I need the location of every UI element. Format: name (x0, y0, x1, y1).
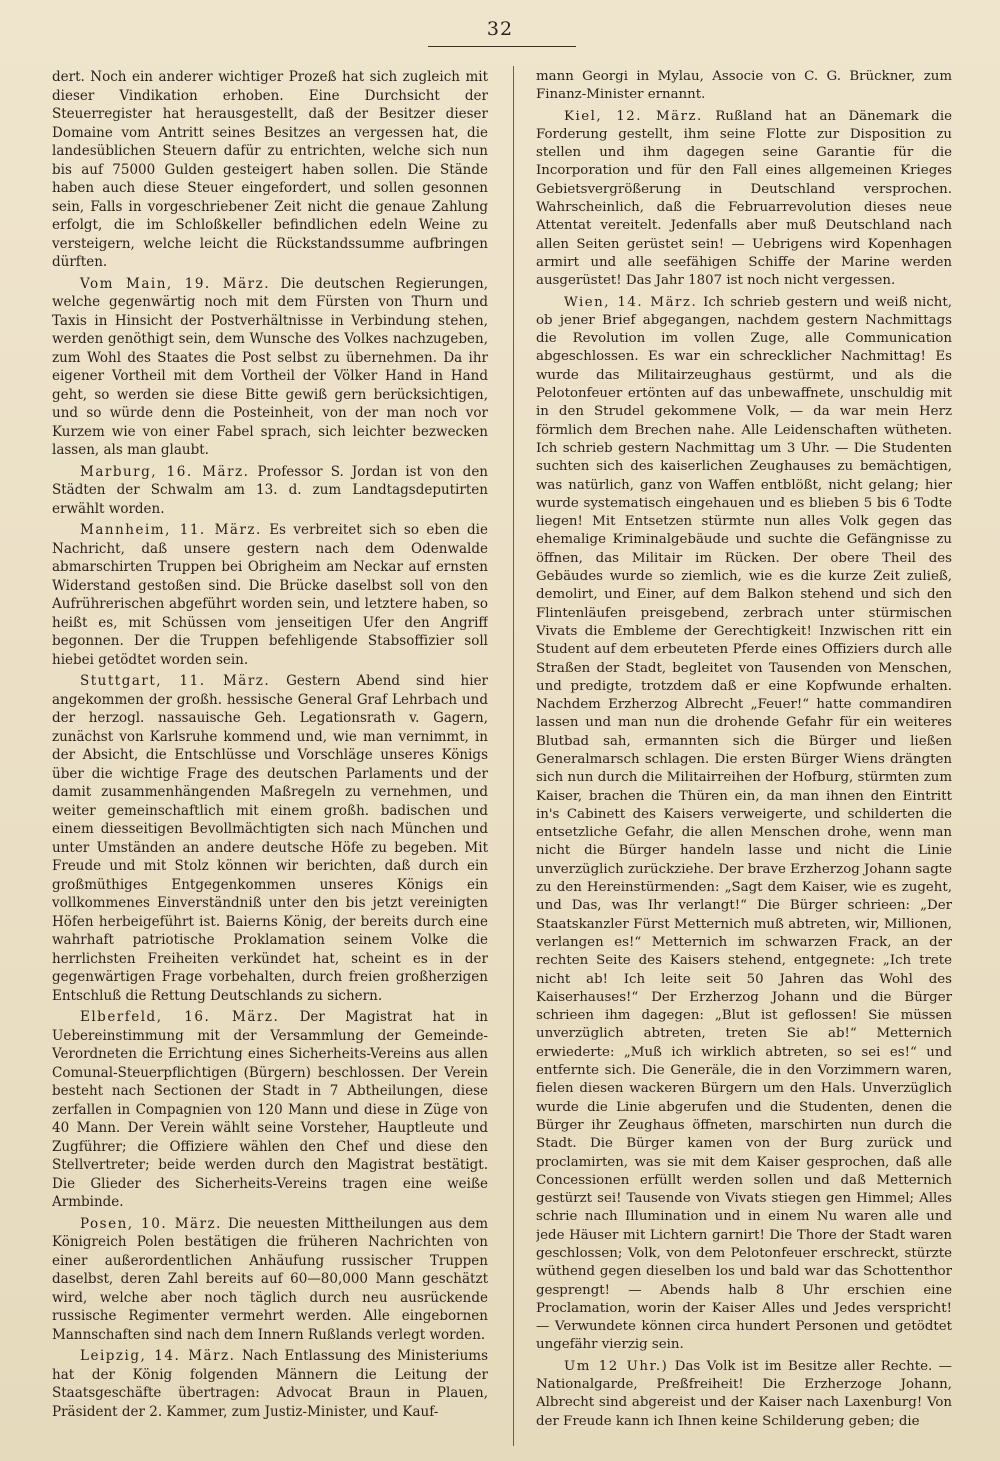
article-text: Der Magistrat hat in Uebereinstimmung mit der Versammlung der Gemeinde-Verordneten die Errichtung eines Sicherheits-Vereins aus allen Comunal-Steuerpflichtigen (Bürgern) beschlossen. Der Verein besteht nach Sectionen der Stadt in 7 Abtheilungen, diese zerfallen in Compagnien von 120 Mann und diese in Züge von 40 Mann. Der Verein wählt seine Vorsteher, Hauptleute und Zugführer; die Offiziere wählen den Chef und diese den Stellvertreter; beide werden durch den Magistrat bestätigt. Die Glieder des Sicherheits-Vereins tragen eine weiße Armbinde. (52, 1009, 488, 1210)
article-dateline: Wien, 14. März. (564, 294, 698, 310)
article-paragraph (52, 68, 488, 272)
article-paragraph (52, 1008, 488, 1212)
left-column (52, 68, 488, 1454)
article-dateline: Elberfeld, 16. März. (80, 1009, 280, 1025)
right-column (536, 68, 952, 1454)
article-paragraph (52, 1215, 488, 1345)
article-dateline: Kiel, 12. März. (564, 108, 703, 124)
article-dateline: Um 12 Uhr.) (564, 1358, 669, 1374)
article-text: Professor S. Jordan ist von den Städten der Schwalm am 13. d. zum Landtagsdeputirten erwählt worden. (52, 463, 488, 517)
article-text: Das Volk ist im Besitze aller Rechte. — Nationalgarde, Preßfreiheit! Die Erzherzoge Johann, Albrecht sind abgereist und der Kaiser nach Laxenburg! Von der Freude kann ich Ihnen keine Schilderung geben; die (536, 1358, 952, 1429)
article-paragraph (536, 108, 952, 291)
article-dateline: Leipzig, 14. März. (80, 1348, 236, 1364)
article-text: dert. Noch ein anderer wichtiger Prozeß hat sich zugleich mit dieser Vindikation erhoben. Eine Durchsicht der Steuerregister hat herausgestellt, daß der Besitzer dieser Domaine vom Antritt seines Besitzes an vergessen hat, die landesüblichen Steuern dafür zu entrichten, welche sich nun bis auf 75000 Gulden gesteigert haben sollen. Die Stände haben auch diese Steuer eingefordert, und sollen gesonnen sein, Falls in vorgeschriebener Zeit nicht die genaue Zahlung erfolgt, die im Schloßkeller befindlichen edeln Weine zu versteigern, welche leicht die Rückstandssumme aufbringen dürften. (52, 69, 488, 270)
article-text: Rußland hat an Dänemark die Forderung gestellt, ihm seine Flotte zur Disposition zu stellen und ihm dagegen seine Garantie für die Incorporation und für den Fall eines allgemeinen Krieges Gebietsvergrößerung in Deutschland versprochen. Wahrscheinlich, daß die Februarrevolution dieses neue Attentat vereitelt. Jedenfalls aber muß Deutschland nach allen Seiten gerüstet sein! — Uebrigens wird Kopenhagen armirt und alle seefähigen Schiffe der Marine werden ausgerüstet! Das Jahr 1807 ist noch nicht vergessen. (536, 108, 952, 289)
article-text: mann Georgi in Mylau, Associe von C. G. Brückner, zum Finanz-Minister ernannt. (536, 69, 952, 103)
article-text: Die neuesten Mittheilungen aus dem Königreich Polen bestätigen die früheren Nachrichten von einer außerordentlichen Anhäufung russischer Truppen daselbst, deren Zahl bereits auf 60—80,000 Mann geschätzt wird, welche aber noch täglich durch neu ausrückende russische Regimenter vermehrt werden. Alle eingebornen Mannschaften sind nach dem Innern Rußlands verlegt worden. (52, 1215, 488, 1343)
article-dateline: Stuttgart, 11. März. (80, 673, 271, 689)
article-paragraph (52, 672, 488, 1005)
article-paragraph (52, 463, 488, 519)
article-dateline: Marburg, 16. März. (80, 463, 250, 480)
article-paragraph (536, 1358, 952, 1431)
article-dateline: Posen, 10. März. (80, 1215, 222, 1232)
article-dateline: Vom Main, 19. März. (80, 275, 270, 292)
article-text: Es verbreitet sich so eben die Nachricht, daß unsere gestern nach dem Odenwalde abmarschirten Truppen bei Obrigheim am Neckar auf ernsten Widerstand gestoßen sind. Die Brücke daselbst soll von den Aufrührerischen abgeführt worden sein, und letztere haben, so heißt es, mit Schüssen vom jenseitigen Ufer den Angriff begonnen. Der die Truppen befehligende Stabsoffizier soll hiebei getödtet worden sein. (52, 522, 488, 668)
article-text: Gestern Abend sind hier angekommen der großh. hessische General Graf Lehrbach und der herzogl. nassauische Geh. Legationsrath v. Gagern, zunächst von Karlsruhe kommend und, wie man vernimmt, in der Absicht, die Entschlüsse und Vorschläge unseres Königs über die wichtige Frage des deutschen Parlaments und der damit zusammenhängenden Maßregeln zu vernehmen, und weiter gemeinschaftlich mit einem großh. badischen und einem diesseitigen Bevollmächtigten sich nach München und unter Umständen an andere deutsche Höfe zu begeben. Mit Freude und mit Stolz können wir berichten, daß durch ein großmüthiges Entgegenkommen unseres Königs ein vollkommenes Einverständniß unter den bis jetzt vereinigten Höfen herbeigeführt ist. Baierns König, der bereits durch eine wahrhaft patriotische Proklamation seinem Volke die herrlichsten Freiheiten verkündet hat, scheint es in der gegenwärtigen Frage vorbehalten, durch freien großherzigen Entschluß die Rettung Deutschlands zu sichern. (52, 673, 488, 1004)
article-dateline: Mannheim, 11. März. (80, 522, 262, 538)
article-paragraph (52, 521, 488, 669)
article-text: Ich schrieb gestern und weiß nicht, ob jener Brief abgegangen, nachdem gestern Nachmittags die Revolution im vollen Zuge, alle Communication abgeschlossen. Es war ein schrecklicher Nachmittag! Es wurde das Militairzeughaus gestürmt, und als die Pelotonfeuer ertönten auf das unbewaffnete, unschuldig mit in den Strudel gekommene Volk, — da war mein Herz förmlich dem Brechen nahe. Alle Leidenschaften wütheten. Ich schrieb gestern Nachmittag um 3 Uhr. — Die Studenten suchten sich des kaiserlichen Zeughauses zu bemächtigen, was natürlich, ganz von Waffen entblößt, nicht gelang; hier wurde systematisch eingehauen und es blieben 5 bis 6 Todte liegen! Mit Entsetzen stürmte nun alles Volk gegen das ehemalige Kriminalgebäude und suchte die Gefängnisse zu öffnen, das Militair im Rücken. Der obere Theil des Gebäudes wurde so ziemlich, wie es die kurze Zeit zuließ, demolirt, und Einer, auf dem Balkon stehend und sich den Flintenläufen preisgebend, zerbrach unter stürmischen Vivats die Embleme der Gerechtigkeit! Inzwischen ritt ein Student auf dem erbeuteten Pferde eines Offiziers durch alle Straßen der Stadt, begleitet von Tausenden von Menschen, und predigte, trotzdem daß er eine Kopfwunde erhalten. Nachdem Erzherzog Albrecht „Feuer!“ hatte commandiren lassen und man nun die drohende Gefahr für ein weiteres Blutbad sah, ermannten sich die Bürger und ließen Generalmarsch schlagen. Die ersten Bürger Wiens drängten sich nun durch die Militairreihen der Hofburg, stürmten zum Kaiser, brachen die Thüren ein, da man ihnen den Eintritt in's Cabinett des Kaisers verweigerte, und schilderten die entsetzliche Gefahr, die allen Menschen drohe, wenn man nicht die Bürger handeln lasse und nicht die Linie unverzüglich zurückziehe. Der brave Erzherzog Johann sagte zu den Hereinstürmenden: „Sagt dem Kaiser, wie es zugeht, und Das, was Ihr verlangt!“ Die Bürger schrieen: „Der Staatskanzler Fürst Metternich muß abtreten, wir, Millionen, verlangen es!“ Metternich im schwarzen Frack, an der rechten Seite des Kaisers stehend, entgegnete: „Ich trete nicht ab! Ich leite seit 50 Jahren das Wohl des Kaiserhauses!“ Der Erzherzog Johann und die Bürger schrieen ihm dagegen: „Blut ist geflossen! Sie müssen unverzüglich abtreten, treten Sie ab!“ Metternich erwiederte: „Muß ich wirklich abtreten, so sei es!“ und entfernte sich. Die Generäle, die in den Vorzimmern waren, fielen diesen wackeren Bürgern um den Hals. Unverzüglich wurde die Linie abgerufen und die Studenten, denen die Bürger ihr Zeughaus öffneten, marschirten nun durch die Stadt. Die Bürger kamen von der Burg zurück und proclamirten, was sie mit dem Kaiser gesprochen, daß alle Concessionen erfüllt werden sollen und daß Metternich gestürzt sei! Tausende von Vivats stiegen gen Himmel; Alles schrie nach Illumination und in einem Nu waren alle und jede Häuser mit Lichtern garnirt! Die Thore der Stadt waren geschlossen; Volk, von dem Pelotonfeuer erschreckt, stürzte wüthend gegen dieselben los und bald war das Schottenthor gesprengt! — Abends halb 8 Uhr erschien eine Proclamation, worin der Kaiser Alles und Jedes verspricht! — Verwundete können circa hundert Personen und getödtet ungefähr vierzig sein. (536, 294, 952, 1353)
article-paragraph (52, 1347, 488, 1421)
page-number: 32 (486, 18, 514, 40)
article-text: Die deutschen Regierungen, welche gegenwärtig noch mit dem Fürsten von Thurn und Taxis in Hinsicht der Postverhältnisse in Verbindung stehen, werden genöthigt sein, dem Wunsche des Volkes nachzugeben, zum Wohl des Staates die Post selbst zu übernehmen. Da ihr eigener Vortheil mit dem Vortheil der Völker Hand in Hand geht, so werden sie diese Bitte gewiß gern berücksichtigen, und so würde denn die Posteinheit, von der man noch vor Kurzem wie von einer Fabel sprach, sich leichter bezwecken lassen, als man glaubt. (52, 275, 488, 458)
header-rule (428, 46, 576, 47)
article-paragraph (52, 275, 488, 460)
article-text: Nach Entlassung des Ministeriums hat der König folgenden Männern die Leitung der Staatsgeschäfte übertragen: Advocat Braun in Plauen, Präsident der 2. Kammer, zum Justiz-Minister, und Kauf- (52, 1348, 488, 1420)
article-paragraph (536, 68, 952, 105)
article-paragraph (536, 294, 952, 1355)
column-divider (513, 66, 514, 1446)
